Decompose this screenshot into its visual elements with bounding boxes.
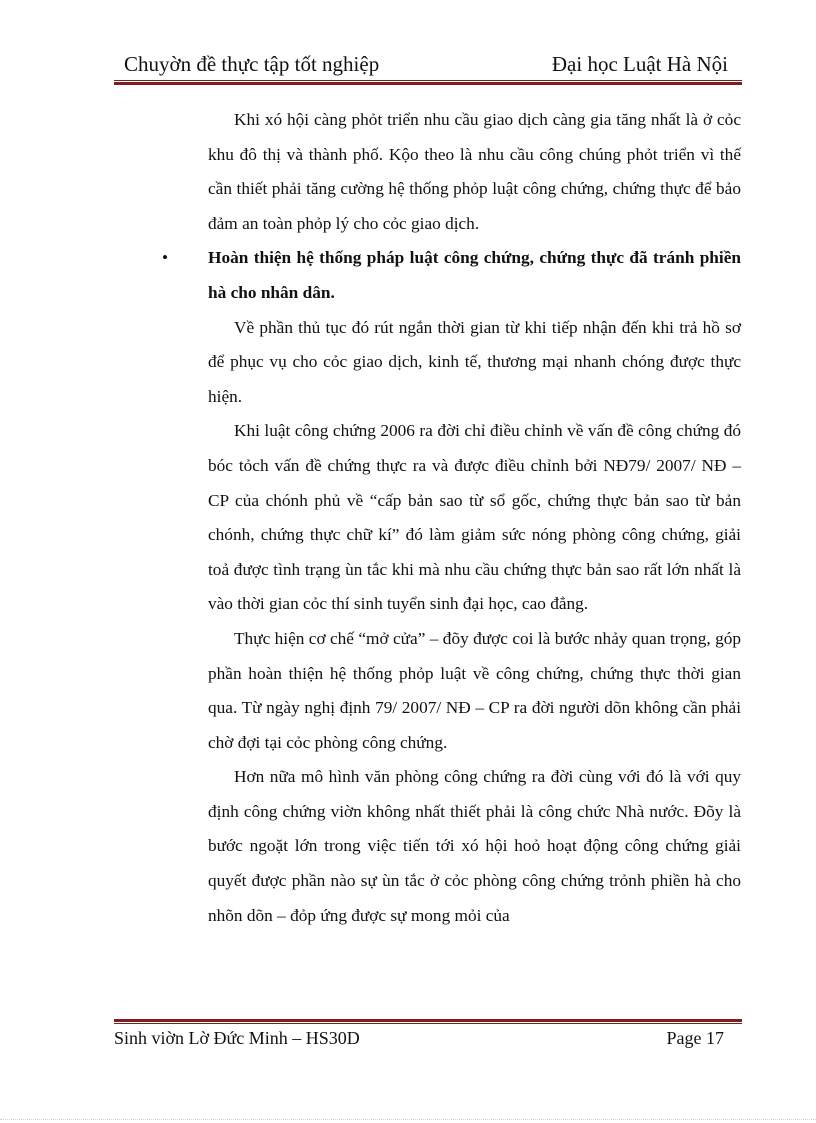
- header-title: Chuyờn đề thực tập tốt nghiệp: [124, 52, 380, 76]
- paragraph-3: Khi luật công chứng 2006 ra đời chỉ điều chỉnh về vấn đề công chứng đó bóc tỏch vấn đề chứng thực ra và được điều chỉnh bởi NĐ79/ 2007/ NĐ – CP của chónh phủ về “cấp bản sao từ sổ gốc, chứng thực bản sao từ bản chónh, chứng thực chữ kí” đó làm giảm sức nóng phòng công chứng, giải toả được tình trạng ùn tắc khi mà nhu cầu chứng thực bản sao rất lớn nhất là vào thời gian cỏc thí sinh tuyển sinh đại học, cao đẳng.: [208, 421, 741, 614]
- footer-author: Sinh viờn Lờ Đức Minh – HS30D: [114, 1028, 360, 1048]
- bullet-icon: •: [162, 248, 169, 268]
- header-rule-top: [114, 80, 742, 81]
- page-bottom-dotted-line: [0, 1119, 816, 1120]
- document-body: [162, 103, 741, 933]
- page-number: Page 17: [666, 1028, 724, 1048]
- paragraph-4: Thực hiện cơ chế “mở cửa” – đõy được coi là bước nhảy quan trọng, góp phần hoàn thiện hệ thống phỏp luật về công chứng, chứng thực thời gian qua. Từ ngày nghị định 79/ 2007/ NĐ – CP ra đời người dõn không cần phải chờ đợi tại cỏc phòng công chứng.: [208, 628, 741, 752]
- footer-rule-top: [114, 1019, 742, 1022]
- header-rule-bottom: [114, 82, 742, 85]
- footer-rule-bottom: [114, 1023, 742, 1024]
- paragraph-1: Khi xó hội càng phỏt triển nhu cầu giao dịch càng gia tăng nhất là ở cỏc khu đô thị và thành phố. Kộo theo là nhu cầu công chúng phỏt triển vì thế cần thiết phải tăng cường hệ thống phỏp luật công chứng, chứng thực để bảo đảm an toàn phỏp lý cho cỏc giao dịch.: [208, 110, 741, 233]
- page-header: [114, 50, 734, 80]
- header-institution: Đại học Luật Hà Nội: [551, 52, 728, 76]
- paragraph-5: Hơn nữa mô hình văn phòng công chứng ra đời cùng với đó là với quy định công chứng viờn không nhất thiết phải là công chức Nhà nước. Đõy là bước ngoặt lớn trong việc tiến tới xó hội hoỏ hoạt động công chứng giải quyết được phần nào sự ùn tắc ở cỏc phòng công chứng trỏnh phiền hà cho nhõn dõn – đỏp ứng được sự mong mỏi của: [208, 767, 741, 925]
- bullet-heading: [162, 241, 741, 310]
- bullet-heading-text: Hoàn thiện hệ thống pháp luật công chứng, chứng thực đã tránh phiền hà cho nhân dân.: [208, 248, 741, 302]
- paragraph-2: Về phần thủ tục đó rút ngắn thời gian từ khi tiếp nhận đến khi trả hồ sơ để phục vụ cho cỏc giao dịch, kinh tế, thương mại nhanh chóng được thực hiện.: [208, 317, 741, 406]
